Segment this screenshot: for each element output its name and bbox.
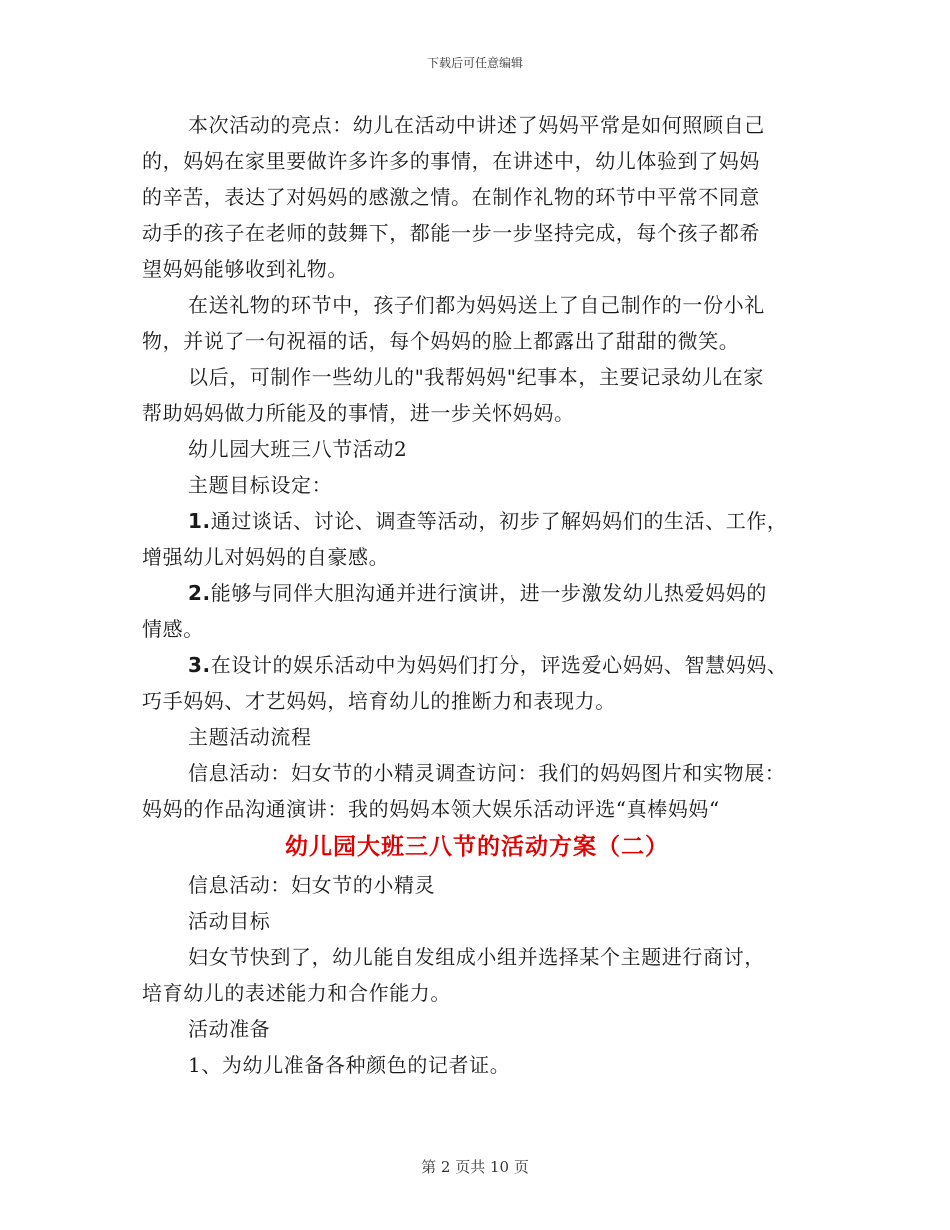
paragraph-line: 情感。 <box>142 617 204 641</box>
paragraph-line: 主题活动流程 <box>188 725 312 749</box>
paragraph-line: 物，并说了一句祝福的话，每个妈妈的脸上都露出了甜甜的微笑。 <box>142 329 740 353</box>
document-body <box>142 107 812 1083</box>
page-footer: 第 2 页共 10 页 <box>421 1158 529 1176</box>
paragraph-line: 妈妈的作品沟通演讲：我的妈妈本领大娱乐活动评选“真棒妈妈“ <box>142 797 720 821</box>
paragraph-line: 望妈妈能够收到礼物。 <box>142 257 348 281</box>
list-text: 在设计的娱乐活动中为妈妈们打分，评选爱心妈妈、智慧妈妈、 <box>210 653 788 677</box>
paragraph-line: 主题目标设定： <box>188 473 333 497</box>
section-heading: 幼儿园大班三八节的活动方案（二） <box>285 834 669 860</box>
paragraph-line: 的辛苦，表达了对妈妈的感激之情。在制作礼物的环节中平常不同意 <box>142 185 760 209</box>
paragraph-line: 增强幼儿对妈妈的自豪感。 <box>142 545 390 569</box>
list-item <box>142 575 812 611</box>
list-number: 3. <box>188 653 211 677</box>
paragraph-line: 巧手妈妈、才艺妈妈，培育幼儿的推断力和表现力。 <box>142 689 616 713</box>
paragraph-line: 活动目标 <box>188 909 271 933</box>
paragraph-line: 帮助妈妈做力所能及的事情，进一步关怀妈妈。 <box>142 401 575 425</box>
list-text: 能够与同伴大胆沟通并进行演讲，进一步激发幼儿热爱妈妈的 <box>210 581 767 605</box>
paragraph-line: 以后，可制作一些幼儿的"我帮妈妈"纪事本，主要记录幼儿在家 <box>188 365 764 389</box>
paragraph-line: 本次活动的亮点：幼儿在活动中讲述了妈妈平常是如何照顾自己 <box>188 113 765 137</box>
page-header: 下载后可任意编辑 <box>426 56 523 70</box>
list-number: 2. <box>188 581 211 605</box>
paragraph-line: 动手的孩子在老师的鼓舞下，都能一步一步坚持完成，每个孩子都希 <box>142 221 760 245</box>
list-number: 1. <box>188 509 211 533</box>
paragraph-line: 在送礼物的环节中，孩子们都为妈妈送上了自己制作的一份小礼 <box>188 293 765 317</box>
paragraph-line: 信息活动：妇女节的小精灵 <box>188 873 436 897</box>
paragraph-line: 妇女节快到了，幼儿能自发组成小组并选择某个主题进行商讨， <box>188 945 765 969</box>
paragraph-line: 1、为幼儿准备各种颜色的记者证。 <box>188 1053 511 1077</box>
paragraph-line: 活动准备 <box>188 1017 271 1041</box>
paragraph-line: 信息活动：妇女节的小精灵调查访问：我们的妈妈图片和实物展： <box>188 761 786 785</box>
list-item <box>142 503 812 539</box>
list-text: 通过谈话、讨论、调查等活动，初步了解妈妈们的生活、工作， <box>210 509 788 533</box>
paragraph-line: 的，妈妈在家里要做许多许多的事情，在讲述中，幼儿体验到了妈妈 <box>142 149 760 173</box>
subsection-title: 幼儿园大班三八节活动2 <box>188 437 408 461</box>
list-item <box>142 647 812 683</box>
paragraph-line: 培育幼儿的表述能力和合作能力。 <box>142 981 451 1005</box>
